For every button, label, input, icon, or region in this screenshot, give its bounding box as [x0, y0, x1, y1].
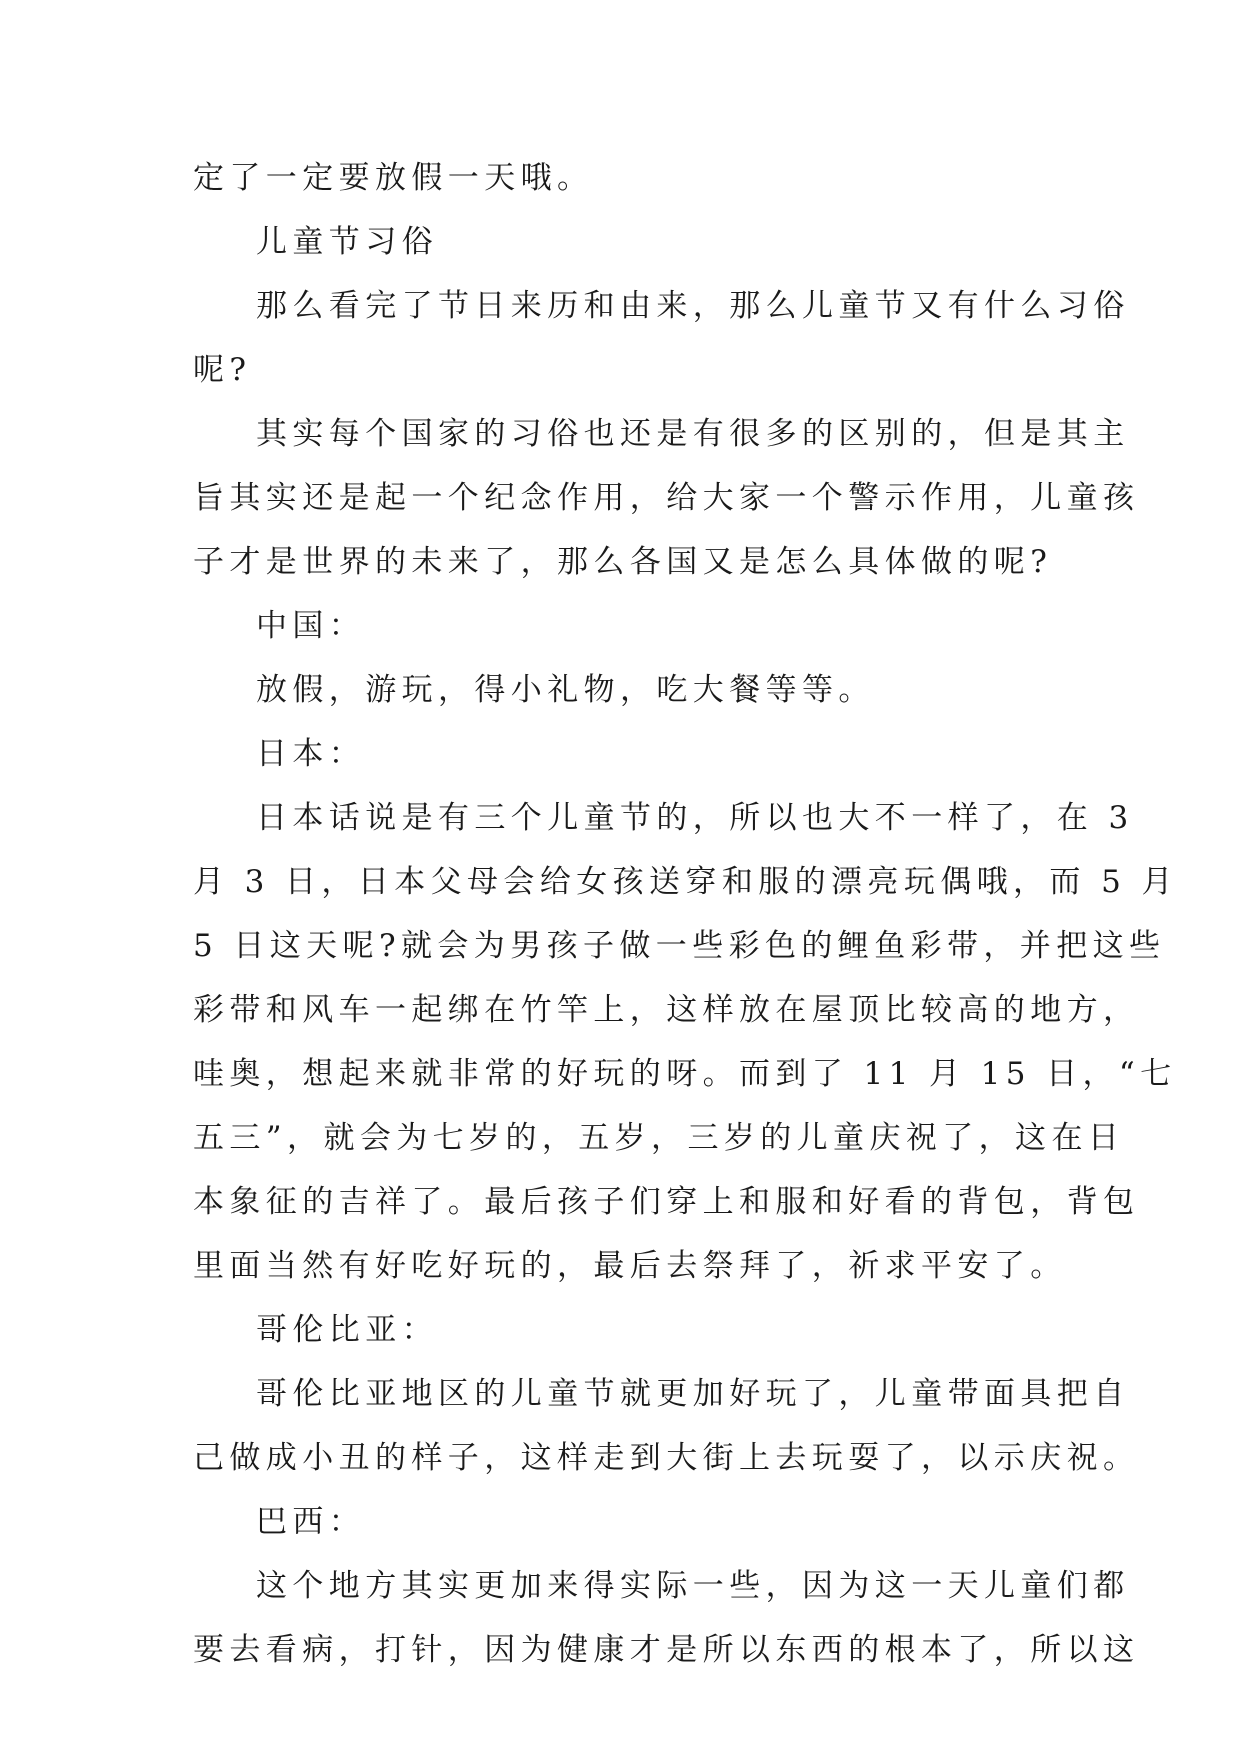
paragraph-line: 月 3 日，日本父母会给女孩送穿和服的漂亮玩偶哦，而 5 月 [193, 864, 1178, 900]
paragraph-line: 旨其实还是起一个纪念作用，给大家一个警示作用，儿童孩 [193, 480, 1140, 516]
paragraph-line: 那么看完了节日来历和由来，那么儿童节又有什么习俗 [256, 288, 1130, 324]
country-heading: 中国： [256, 608, 366, 644]
country-heading: 哥伦比亚： [256, 1312, 438, 1348]
paragraph-line: 日本话说是有三个儿童节的，所以也大不一样了，在 3 [256, 800, 1134, 836]
paragraph-line: 哇奥，想起来就非常的好玩的呀。而到了 11 月 15 日，“七 [193, 1056, 1177, 1092]
paragraph-line: 子才是世界的未来了，那么各国又是怎么具体做的呢? [193, 544, 1053, 580]
paragraph-line: 里面当然有好吃好玩的，最后去祭拜了，祈求平安了。 [193, 1248, 1067, 1284]
paragraph-line: 这个地方其实更加来得实际一些，因为这一天儿童们都 [256, 1568, 1130, 1604]
country-heading: 巴西： [256, 1504, 366, 1540]
paragraph-line: 己做成小丑的样子，这样走到大街上去玩耍了，以示庆祝。 [193, 1440, 1140, 1476]
country-heading: 日本： [256, 736, 366, 772]
section-heading: 儿童节习俗 [256, 224, 438, 260]
paragraph-line: 5 日这天呢?就会为男孩子做一些彩色的鲤鱼彩带，并把这些 [193, 928, 1166, 964]
paragraph-line: 放假，游玩，得小礼物，吃大餐等等。 [256, 672, 875, 708]
paragraph-line: 本象征的吉祥了。最后孩子们穿上和服和好看的背包，背包 [193, 1184, 1140, 1220]
paragraph-line: 哥伦比亚地区的儿童节就更加好玩了，儿童带面具把自 [256, 1376, 1130, 1412]
paragraph-line: 要去看病，打针，因为健康才是所以东西的根本了，所以这 [193, 1632, 1140, 1668]
text-line: 定了一定要放假一天哦。 [193, 160, 594, 196]
paragraph-line: 彩带和风车一起绑在竹竿上，这样放在屋顶比较高的地方， [193, 992, 1140, 1028]
paragraph-line: 五三”，就会为七岁的，五岁，三岁的儿童庆祝了，这在日 [193, 1120, 1125, 1156]
paragraph-line: 呢? [193, 352, 252, 388]
paragraph-line: 其实每个国家的习俗也还是有很多的区别的，但是其主 [256, 416, 1130, 452]
